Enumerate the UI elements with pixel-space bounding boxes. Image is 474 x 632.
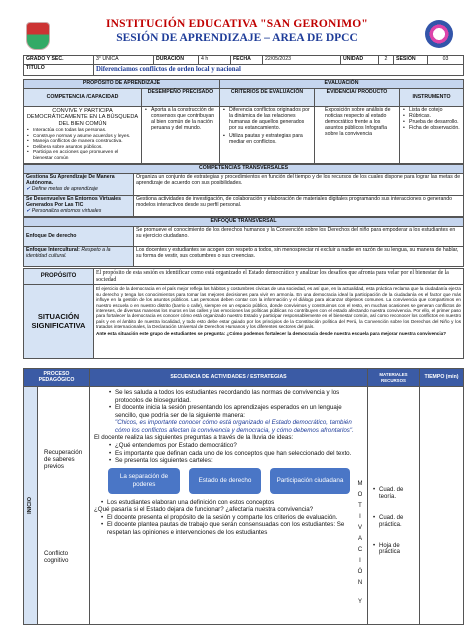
phase-label: INICIO — [27, 497, 34, 514]
approach-intercultural — [24, 247, 134, 267]
motivation-letter: M — [357, 481, 363, 487]
criteria-list — [222, 108, 312, 146]
motivation-letter: A — [357, 536, 362, 542]
phase-cell — [24, 387, 38, 625]
closing-list — [100, 499, 363, 507]
transversal-description: Gestiona actividades de investigación, de colaboración y elaboración de materiales digitales programando sus interacciones o generando modelos interactivos desde su perfil personal. — [134, 196, 464, 217]
motivation-letter: N — [357, 580, 363, 586]
date-label: FECHA — [231, 56, 263, 65]
approach-header: ENFOQUE TRANSVERSAL — [24, 218, 464, 227]
list-item: • Lista de cotejo — [402, 108, 461, 114]
transversal-table — [23, 164, 464, 217]
list-item: • Ficha de observación. — [402, 126, 461, 132]
capacity-list — [26, 128, 139, 161]
instrument-cell — [400, 107, 464, 164]
performance-cell — [142, 107, 220, 164]
approach-title-rest: Respeto a la identidad cultural. — [26, 247, 111, 259]
info-table — [23, 55, 464, 76]
list-item: • ¿Qué entendemos por Estado democrático? — [108, 442, 363, 450]
sequence-col-header: SECUENCIA DE ACTIVIDADES / ESTRATEGIAS — [90, 369, 368, 387]
session-label: SESIÓN — [394, 56, 428, 65]
list-item: • El docente presenta el propósito de la sesión y comparte los criterios de evaluación. — [100, 514, 363, 522]
transversal-title: Se Desenvuelve En Entornos Virtuales Generados Por Las TIC — [26, 196, 122, 208]
transversal-competency-1 — [24, 174, 134, 196]
list-item: • Cuad. de práctica. — [372, 515, 418, 529]
purpose-label: PROPÓSITO — [24, 269, 94, 285]
concept-card: Participación ciudadana — [270, 468, 350, 494]
session-value: 03 — [428, 56, 464, 65]
instrument-list — [402, 108, 461, 132]
motivation-y: Y — [357, 599, 362, 605]
list-item: ▪ Diferencia conflictos originados por la dinámica de las relaciones humanas de aquellos generados por su estancamiento. — [222, 108, 312, 132]
stage-cognitive-conflict: Conflicto cognitivo — [44, 550, 69, 565]
criteria-cell — [220, 107, 315, 164]
motivation-letter: Ó — [357, 569, 363, 575]
motivation-letter: I — [359, 558, 361, 564]
evidence-text: Exposición sobre análisis de noticias respecto al estado democrático frente a los asuntos públicos Infografía sobre la convivencia — [325, 107, 391, 137]
competency-cell — [24, 107, 142, 164]
list-item: • Construye normas y asume acuerdos y leyes. — [26, 134, 139, 140]
concept-card: La separación de poderes — [108, 468, 180, 494]
purpose-text: El propósito de esta sesión es identificar como está organizado el Estado democrático y analizar los desafíos que afronta para velar por el bienestar de la sociedad — [94, 269, 464, 285]
motivation-letter: C — [357, 547, 363, 553]
performance-text: • Aporta a la construcción de consensos que contribuyan al bien común de la nación peruana y del mundo. — [144, 108, 217, 132]
list-item: • El docente plantea pautas de trabajo que serán consensuadas con los estudiantes: Se respetan las opiniones e intervenciones de los estudiantes — [100, 521, 363, 536]
school-crest-logo — [26, 22, 50, 50]
materials-list — [372, 487, 418, 556]
question-list — [108, 442, 363, 465]
criteria-col-header: CRITERIOS DE EVALUACIÓN — [220, 89, 315, 107]
evidence-cell — [315, 107, 400, 164]
situation-table — [23, 268, 464, 359]
list-item: • El docente inicia la sesión presentando los aprendizajes esperados en un lenguaje sencillo, que podría ser de la siguiente manera: — [108, 404, 363, 419]
time-col-header: TIEMPO (min) — [420, 369, 464, 387]
motivation-letter: T — [358, 503, 362, 509]
situation-label: SITUACIÓN SIGNIFICATIVA — [24, 285, 94, 359]
list-item: ▪ Utiliza pautas y estrategias para mediar en conflictos. — [222, 134, 312, 146]
list-item: • Prueba de desarrollo. — [402, 120, 461, 126]
transversal-description: Organiza un conjunto de estrategias y procedimientos en función del tiempo y de los recursos de los cuales dispone para lograr las metas de aprendizaje de acuerdo con sus posibilidades. — [134, 174, 464, 196]
stage-cell — [38, 387, 90, 625]
activities-cell — [90, 387, 368, 625]
list-item: • Participa en acciones que promueven el bienestar común — [26, 150, 139, 161]
motivation-letter: O — [357, 492, 363, 498]
brainstorm-intro: El docente realiza las siguientes preguntas a través de la lluvia de ideas: — [94, 434, 294, 442]
approach-description: Los docentes y estudiantes se acogen con respeto a todos, sin menospreciar ni excluir a nadie en razón de su lengua, su manera de hablar, su forma de vestir, sus costumbres o sus creencias. — [134, 247, 464, 267]
closing-list-2 — [100, 514, 363, 537]
approach-title: Enfoque Intercultural: — [26, 247, 80, 253]
list-item: • Se les saluda a todos los estudiantes recordando las normas de convivencia y los protocolos de bioseguridad. — [108, 389, 363, 404]
teacher-quote: "Chicos, es importante conocer cómo está organizado el Estado democrático, también cómo los conflictos afectan la convivencia y democracia, y cómo debemos afrontarlos". — [115, 419, 354, 434]
document-header — [0, 8, 474, 52]
institution-name: INSTITUCIÓN EDUCATIVA "SAN GERONIMO" — [105, 18, 369, 30]
time-cell — [420, 387, 464, 625]
motivation-letter: V — [357, 525, 362, 531]
list-item: • Delibera sobre asuntos públicos. — [26, 145, 139, 151]
list-item: • Rúbricas. — [402, 114, 461, 120]
purpose-header: PROPÓSITO DE APRENDIZAJE — [24, 80, 220, 89]
transversal-sub: Personaliza entornos virtuales — [31, 207, 102, 214]
closing-question: ¿Qué pasaría si el Estado dejara de funcionar? ¿afectaría nuestra convivencia? — [94, 506, 314, 514]
materials-col-header: MATERIALES RECURSOS — [368, 369, 420, 387]
unit-value: 2 — [379, 56, 394, 65]
situation-text: El ejercicio de la democracia en el país mejor refleja los hábitos y costumbres cívicas de una sociedad, es así que, en la actualidad, esta práctica reclama que la ciudadanía ejerza su derecho y tenga los conocimientos para tomar las mejores decisiones para vivir en armonía. En una democracia ideal la participación de la ciudadanía es el factor que más influye en la gestión de los asuntos públicos. Las personas deben contar con la información y el diálogo para alcanzar objetivos comunes. La convivencia que compartimos en nuestro escuela o en nuestro distrito (barrio o calle), siempre en un espacio público, donde convivimos y construimos con el resto, en muchas ocasiones se generan conflictos de intereses, de diversas maneras los muros en las calles y las emociones las políticas públicas no contribuyen con el estado afectando nuestra convivencia. Por ello, el primer paso para fortalecer la democracia es conocer cómo está organizado nuestro Estado y participar responsablemente en el bienestar común, así como reconocer los conflictos en nuestro país y en el ámbito de nuestra localidad, y todo esto debe estar guiado por los principios de la Constitución política del Perú, la Convención sobre los Derechos del Niño y los tratados internacionales, la Declaración Universal de Derechos Humanos y los diferentes sectores del país. — [96, 286, 461, 330]
materials-cell — [368, 387, 420, 625]
checkmark-icon: ✔ — [26, 207, 32, 214]
grade-label: GRADO Y SEC. — [24, 56, 94, 65]
competency-col-header: COMPETENCIA /CAPACIDAD — [24, 89, 142, 107]
duration-value: 4 h — [199, 56, 231, 65]
motivation-vertical — [356, 479, 364, 608]
unit-label: UNIDAD — [341, 56, 379, 65]
activity-list — [108, 389, 363, 419]
list-item: • Los estudiantes elaboran una definición con estos conceptos — [100, 499, 363, 507]
process-table — [23, 368, 464, 625]
grade-value: 3° UNICA — [94, 56, 154, 65]
purpose-table — [23, 79, 464, 164]
duration-label: DURACIÓN — [154, 56, 199, 65]
list-item: • Se presenta los siguientes carteles: — [108, 457, 363, 465]
transversal-header: COMPETENCIAS TRANSVERSALES — [24, 165, 464, 174]
process-col-header: PROCESO PEDAGÓGICO — [24, 369, 90, 387]
list-item: • Cuad. de teoría. — [372, 487, 418, 501]
concept-card: Estado de derecho — [189, 468, 261, 494]
evidence-col-header: EVIDENCIA/ PRODUCTO — [315, 89, 400, 107]
instrument-col-header: INSTRUMENTO — [400, 89, 464, 107]
institution-seal-logo — [425, 20, 453, 48]
stage-previous-knowledge: Recuperación de saberes previos — [44, 449, 83, 471]
motivation-letter: I — [359, 514, 361, 520]
concept-cards — [94, 465, 363, 499]
approach-title: Enfoque De derecho — [24, 227, 134, 247]
session-title: SESIÓN DE APRENDIZAJE – AREA DE DPCC — [116, 32, 358, 45]
transversal-sub: Define metas de aprendizaje — [31, 185, 98, 192]
approach-table — [23, 217, 464, 267]
list-item: • Es importante que definan cada uno de los conceptos que han seleccionado del texto. — [108, 450, 363, 458]
situation-cell — [94, 285, 464, 359]
title-label: TÍTULO — [24, 65, 94, 76]
transversal-title: Gestiona Su Aprendizaje De Manera Autónoma. — [26, 174, 115, 186]
evaluation-header: EVALUACIÓN — [220, 80, 464, 89]
date-value: 22/05/2023 — [263, 56, 341, 65]
competency-title: CONVIVE Y PARTICIPA DEMOCRÁTICAMENTE EN LA BÚSQUEDA DEL BIEN COMÚN — [26, 108, 139, 127]
session-topic: Diferenciamos conflictos de orden local y nacional — [94, 65, 464, 76]
list-item: • Hoja de práctica — [372, 543, 418, 557]
transversal-competency-2 — [24, 196, 134, 217]
list-item: • Interactúa con todas las personas. — [26, 128, 139, 134]
list-item: • Maneja conflictos de manera constructiva. — [26, 139, 139, 145]
performance-col-header: DESEMPEÑO PRECISADO — [142, 89, 220, 107]
checkmark-icon: ✔ — [26, 185, 32, 192]
approach-description: Se promueve el conocimiento de los derechos humanos y la Convención sobre los Derechos del niño para empoderar a los estudiantes en su ejercicio ciudadano. — [134, 227, 464, 247]
situation-question: Ante esta situación este grupo de estudiantes se pregunta: ¿Cómo podemos fortalecer la democracia desde nuestra escuela para mejorar nuestra convivencia? — [96, 330, 447, 336]
